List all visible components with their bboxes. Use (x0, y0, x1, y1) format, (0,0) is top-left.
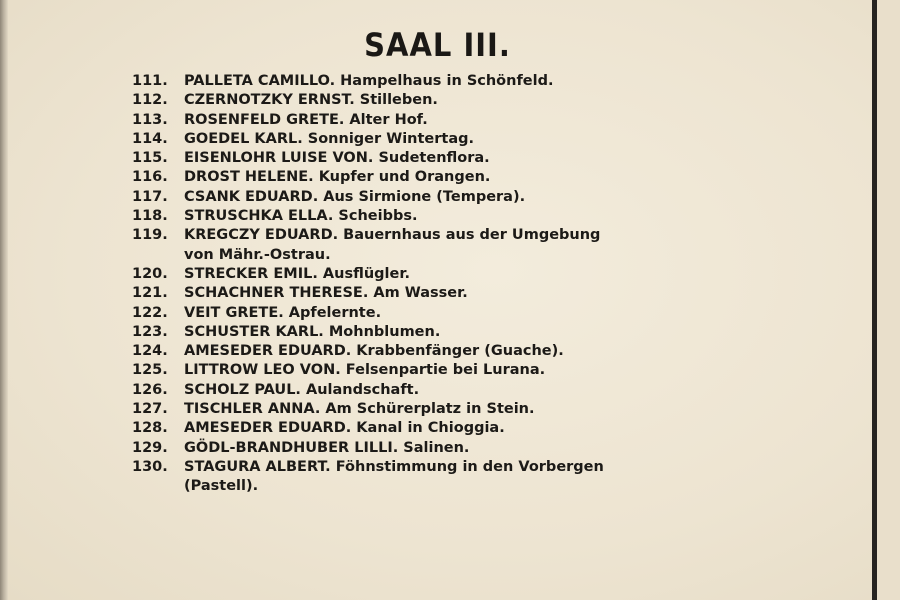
entry-text: VEIT GRETE. Apfelernte. (184, 304, 382, 321)
catalog-entry (132, 226, 752, 265)
catalog-entry (132, 342, 752, 361)
catalog-list (132, 72, 752, 497)
catalog-entry (132, 400, 752, 419)
entry-number: 120. (132, 265, 168, 282)
entry-text: PALLETA CAMILLO. Hampelhaus in Schönfeld. (184, 73, 554, 89)
entry-text: TISCHLER ANNA. Am Schürerplatz in Stein. (184, 401, 535, 418)
entry-text: DROST HELENE. Kupfer und Orangen. (184, 169, 491, 186)
entry-number: 127. (132, 401, 168, 418)
entry-text-continued: von Mähr.-Ostrau. (184, 246, 331, 263)
catalog-entry (132, 72, 752, 91)
entry-text: ROSENFELD GRETE. Alter Hof. (184, 111, 428, 128)
catalog-entry (132, 111, 752, 130)
entry-number: 111. (132, 73, 168, 89)
entry-number: 115. (132, 150, 168, 167)
entry-number: 122. (132, 304, 168, 321)
entry-number: 117. (132, 188, 168, 205)
entry-text: STAGURA ALBERT. Föhnstimmung in den Vorbergen (184, 458, 604, 475)
entry-text: LITTROW LEO VON. Felsenpartie bei Lurana. (184, 362, 546, 379)
entry-text: STRUSCHKA ELLA. Scheibbs. (184, 208, 418, 225)
section-title: SAAL III. (364, 26, 511, 64)
entry-text: GÖDL-BRANDHUBER LILLI. Salinen. (184, 439, 470, 456)
catalog-entry (132, 381, 752, 400)
entry-number: 112. (132, 92, 168, 109)
entry-text-continued: (Pastell). (184, 478, 259, 495)
page-right-margin (877, 0, 900, 600)
catalog-entry (132, 284, 752, 303)
entry-number: 126. (132, 381, 168, 398)
catalog-entry (132, 419, 752, 438)
entry-text: CZERNOTZKY ERNST. Stilleben. (184, 92, 438, 109)
catalog-entry (132, 130, 752, 149)
entry-number: 113. (132, 111, 168, 128)
entry-text: SCHUSTER KARL. Mohnblumen. (184, 323, 441, 340)
entry-number: 124. (132, 343, 168, 360)
catalog-entry (132, 149, 752, 168)
entry-text: SCHACHNER THERESE. Am Wasser. (184, 285, 468, 302)
entry-text-block (184, 226, 752, 265)
catalog-entry (132, 458, 752, 497)
entry-number: 118. (132, 208, 168, 225)
entry-number: 116. (132, 169, 168, 186)
catalog-entry (132, 188, 752, 207)
entry-number: 121. (132, 285, 168, 302)
entry-text: AMESEDER EDUARD. Kanal in Chioggia. (184, 420, 505, 437)
entry-number: 123. (132, 323, 168, 340)
entry-text: CSANK EDUARD. Aus Sirmione (Tempera). (184, 188, 526, 205)
catalog-entry (132, 91, 752, 110)
catalog-entry (132, 168, 752, 187)
entry-text: STRECKER EMIL. Ausflügler. (184, 265, 410, 282)
catalog-entry (132, 439, 752, 458)
catalog-entry (132, 265, 752, 284)
entry-number: 125. (132, 362, 168, 379)
page-left-edge (0, 0, 8, 600)
entry-text: SCHOLZ PAUL. Aulandschaft. (184, 381, 420, 398)
entry-text: AMESEDER EDUARD. Krabbenfänger (Guache). (184, 343, 564, 360)
entry-number: 119. (132, 227, 168, 244)
catalog-entry (132, 323, 752, 342)
entry-text: GOEDEL KARL. Sonniger Wintertag. (184, 130, 475, 147)
catalog-entry (132, 361, 752, 380)
entry-text-block (184, 458, 752, 497)
catalog-entry (132, 304, 752, 323)
entry-number: 114. (132, 130, 168, 147)
entry-number: 130. (132, 458, 168, 475)
entry-text: KREGCZY EDUARD. Bauernhaus aus der Umgebung (184, 227, 601, 244)
entry-text: EISENLOHR LUISE VON. Sudetenflora. (184, 150, 490, 167)
entry-number: 128. (132, 420, 168, 437)
catalog-entry (132, 207, 752, 226)
entry-number: 129. (132, 439, 168, 456)
